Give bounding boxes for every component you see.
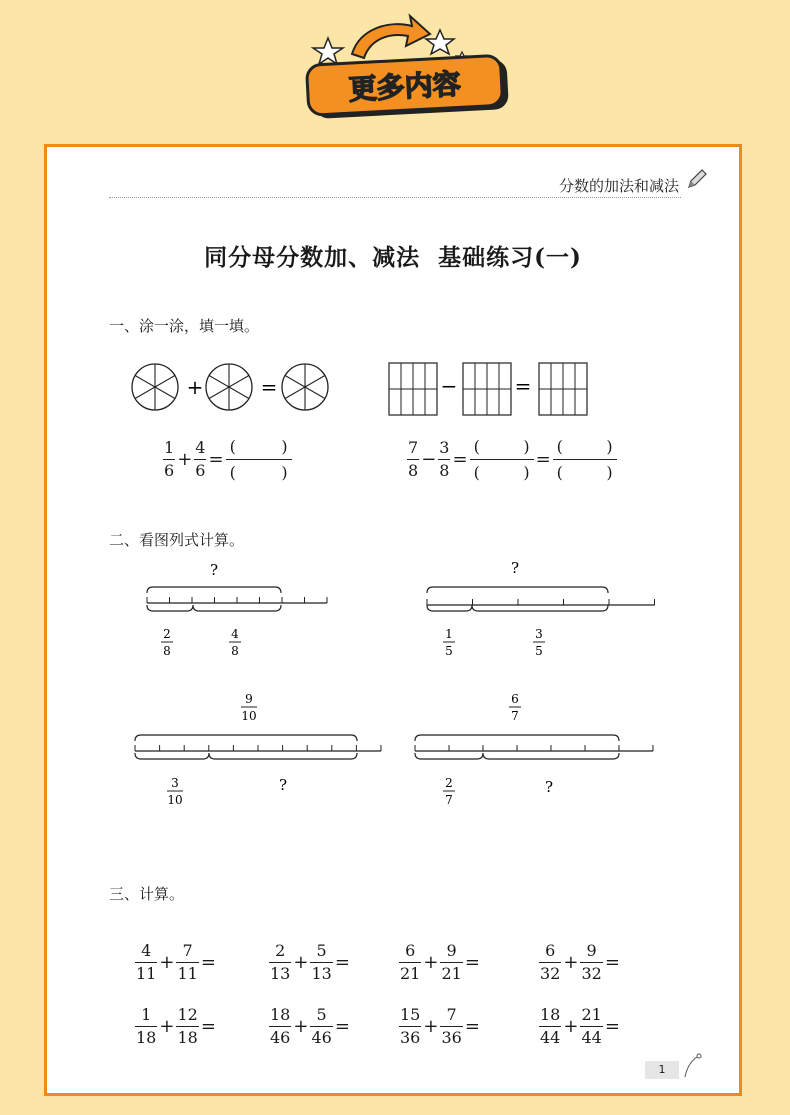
running-head: 分数的加法和减法 bbox=[558, 177, 679, 195]
rect-eighths-2 bbox=[463, 363, 511, 415]
diagram-2-right-den: 5 bbox=[535, 644, 543, 658]
number-line-4 bbox=[415, 735, 653, 759]
calc-problem[interactable]: $\frac{2}{13}$ + $\frac{5}{13}$ = bbox=[270, 941, 350, 983]
equation-2: $\frac{7}{8}$ − $\frac{3}{8}$ = ( ) ( ) = ( ) ( ) bbox=[407, 437, 617, 482]
section-3-heading: 三、计算。 bbox=[109, 885, 185, 903]
calc-problem[interactable]: $\frac{15}{36}$ + $\frac{7}{36}$ = bbox=[400, 1005, 480, 1047]
number-line-2 bbox=[427, 587, 655, 611]
circle-fraction-diagram bbox=[131, 359, 337, 415]
minus-sign: − bbox=[440, 374, 458, 398]
number-line-diagrams bbox=[47, 547, 739, 827]
diagram-4-right-question: ? bbox=[544, 778, 554, 796]
diagram-3-left-num: 3 bbox=[171, 776, 179, 790]
diagram-1-question: ? bbox=[209, 561, 219, 579]
worksheet-page bbox=[44, 144, 742, 1096]
calc-problem[interactable]: $\frac{4}{11}$ + $\frac{7}{11}$ = bbox=[136, 941, 216, 983]
answer-blank[interactable]: ( ) ( ) bbox=[553, 437, 617, 482]
diagram-4-top-num: 6 bbox=[511, 692, 519, 706]
rect-eighths-1 bbox=[389, 363, 437, 415]
section-1-heading: 一、涂一涂，填一填。 bbox=[109, 317, 260, 335]
diagram-1-right-den: 8 bbox=[231, 644, 239, 658]
diagram-3-right-question: ? bbox=[278, 776, 288, 794]
diagram-4-left-num: 2 bbox=[445, 776, 453, 790]
diagram-1-left-den: 8 bbox=[163, 644, 171, 658]
equation-1: $\frac{1}{6}$ + $\frac{4}{6}$ = ( ) ( ) bbox=[163, 437, 292, 482]
answer-blank[interactable]: ( ) ( ) bbox=[226, 437, 292, 482]
page-corner-decoration bbox=[681, 1053, 703, 1079]
header-divider bbox=[109, 197, 681, 198]
number-line-3 bbox=[135, 735, 381, 759]
arrow-icon bbox=[352, 16, 430, 58]
banner-label: 更多内容 bbox=[347, 67, 462, 107]
plus-sign: + bbox=[186, 375, 204, 399]
circle-sixths-1 bbox=[132, 364, 178, 410]
rect-eighths-3 bbox=[539, 363, 587, 415]
diagram-4-top-den: 7 bbox=[511, 709, 519, 723]
diagram-2-question: ? bbox=[510, 559, 520, 577]
equals-sign: = bbox=[260, 375, 278, 399]
star-icon bbox=[313, 38, 343, 64]
diagram-1-left-num: 2 bbox=[163, 627, 171, 641]
diagram-2-left-den: 5 bbox=[445, 644, 453, 658]
diagram-3-left-den: 10 bbox=[167, 793, 183, 807]
page-title: 同分母分数加、减法 基础练习(一) bbox=[204, 244, 582, 271]
calc-problem[interactable]: $\frac{1}{18}$ + $\frac{12}{18}$ = bbox=[136, 1005, 216, 1047]
diagram-3-top-den: 10 bbox=[241, 709, 257, 723]
diagram-2-right-num: 3 bbox=[535, 627, 543, 641]
page-number: 1 bbox=[645, 1061, 679, 1079]
diagram-4-left-den: 7 bbox=[445, 793, 453, 807]
diagram-3-top-num: 9 bbox=[245, 692, 253, 706]
diagram-2-left-num: 1 bbox=[445, 627, 453, 641]
circle-sixths-3 bbox=[282, 364, 328, 410]
calc-problem[interactable]: $\frac{6}{32}$ + $\frac{9}{32}$ = bbox=[540, 941, 620, 983]
number-line-1 bbox=[147, 587, 327, 611]
calc-problem[interactable]: $\frac{18}{44}$ + $\frac{21}{44}$ = bbox=[540, 1005, 620, 1047]
diagram-1-right-num: 4 bbox=[231, 627, 239, 641]
answer-blank[interactable]: ( ) ( ) bbox=[470, 437, 534, 482]
rect-fraction-diagram bbox=[387, 359, 607, 419]
more-content-banner[interactable] bbox=[290, 8, 530, 126]
pencil-icon bbox=[685, 167, 709, 191]
equals-sign: = bbox=[514, 374, 532, 398]
calc-problem[interactable]: $\frac{18}{46}$ + $\frac{5}{46}$ = bbox=[270, 1005, 350, 1047]
section-2-heading: 二、看图列式计算。 bbox=[109, 531, 245, 549]
calc-problem[interactable]: $\frac{6}{21}$ + $\frac{9}{21}$ = bbox=[400, 941, 480, 983]
circle-sixths-2 bbox=[206, 364, 252, 410]
